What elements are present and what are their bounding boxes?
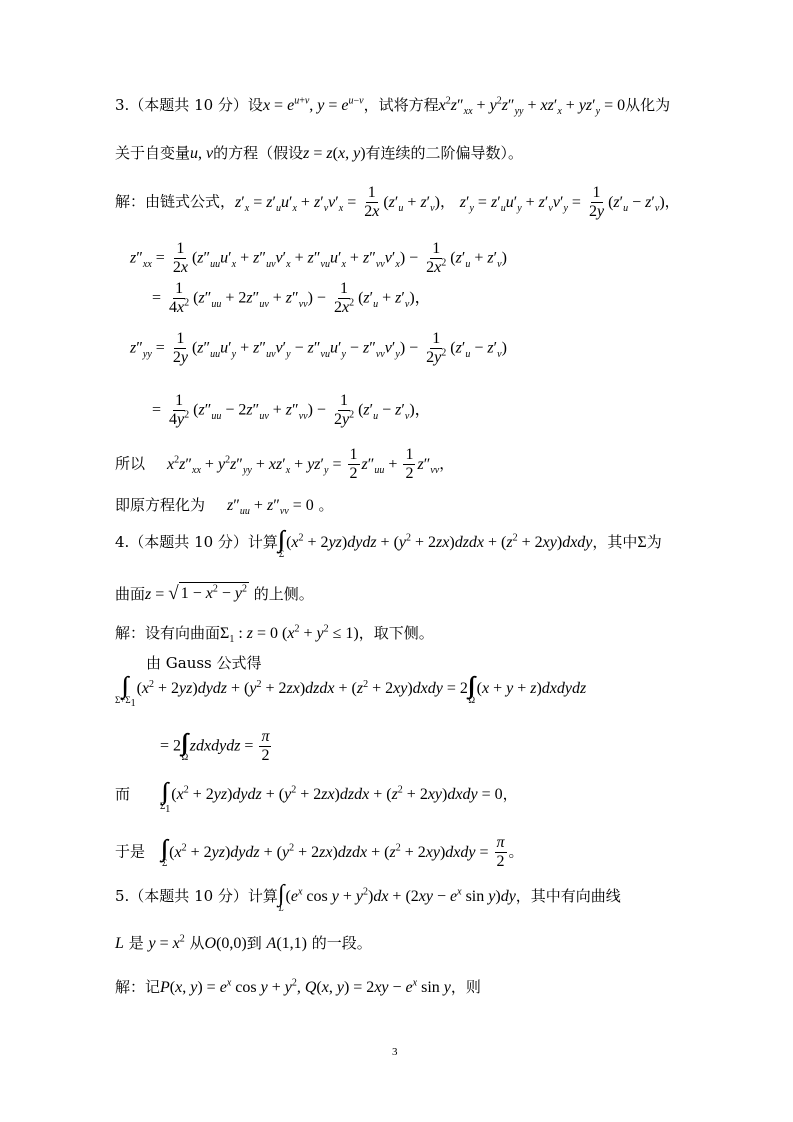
problem5-curve: L 是 $y = x^2$ 从O(0,0)到 A(1,1) 的一段。 <box>115 933 372 952</box>
problem4-result: 于是 ∫∫ Σ ($x^2$ + 2yz)dydz + ($y^2$ + 2zx)dzdx + ($z^2$ + 2xy)dxdy = $\frac{\pi}{2}$ 。 <box>115 834 524 871</box>
problem3-statement: 3.（本题共 10 分）设$x = e^{u+v}$, $y = e^{u-v}$，试将方程$x^2z''_{xx} + y^2z''_{yy} + xz'_x + yz'_y = 0$从化为 <box>115 95 671 118</box>
equation-zyy: $z''_{yy}$ = $\frac{1}{2y}$ $(z''_{uu}u'_y + z''_{uv}v'_y - z''_{vu}u'_y - z''_{vv}v'_y)$ − $\frac{1}{2y^2}$ $(z'_u - z'_v)$ <box>130 330 507 367</box>
problem4-solution-start: 解：设有向曲面$\Sigma_1$ : z = 0 $(x^2 + y^2 \le 1)$，取下侧。 <box>115 623 434 646</box>
problem4-bottom-integral: 而 ∫∫ $\Sigma_1$ ($x^2$ + 2yz)dydz + ($y^2$ + 2zx)dzdx + ($z^2$ + 2xy)dxdy = 0， <box>115 779 518 815</box>
problem4-triple-integral: = 2 ∫∫∫ Ω zdxdydz = $\frac{\pi}{2}$ <box>160 728 270 765</box>
problem4-surface: 曲面z = √ $1 - x^2 - y^2$ 的上侧。 <box>115 583 314 605</box>
page-number: 3 <box>392 1046 398 1058</box>
problem3-solution-chain-rule: 解：由链式公式，$z'_x = z'_uu'_x + z'_vv'_x$ = $\frac{1}{2x}$ $(z'_u + z'_v)$， $z'_y = z'_uu'_y + z'_vv'_y$ = $\frac{1}{2y}$ $(z'_u - z'_v)$， <box>115 184 680 221</box>
equation-zyy-simplified: = $\frac{1}{4y^2}$ $(z''_{uu} - 2z''_{uv} + z''_{vv})$ − $\frac{1}{2y^2}$ $(z'_u - z'_v)$， <box>152 392 431 429</box>
problem5-solution: 解：记P(x, $y) = e^x$ $\cos y + y^2$, Q(x, $y) = 2xy - e^x$ sin y，则 <box>115 977 481 996</box>
problem4-statement: 4.（本题共 10 分）计算 ∫∫ Σ ($x^2$ + 2yz)dydz + ($y^2$ + 2zx)dzdx + ($z^2$ + 2xy)dxdy，其中Σ为 <box>115 527 662 559</box>
equation-zxx: $z''_{xx}$ = $\frac{1}{2x}$ $(z''_{uu}u'_x + z''_{uv}v'_x + z''_{vu}u'_x + z''_{vv}v'_x)$ − $\frac{1}{2x^2}$ $(z'_u + z'_v)$ <box>130 240 507 277</box>
problem3-conclusion: 所以 $x^2z''_{xx} + y^2z''_{yy} + xz'_x + yz'_y$ = $\frac{1}{2}$ $z''_{uu}$ + $\frac{1}{2}$ $z''_{vv}$， <box>115 446 455 483</box>
problem3-statement-cont: 关于自变量u, v的方程（假设z = z(x, y)有连续的二阶偏导数）。 <box>115 144 524 162</box>
problem4-gauss-equation: ∫∫ $\Sigma+\Sigma_1$ ($x^2$ + 2yz)dydz + ($y^2$ + 2zx)dzdx + ($z^2$ + 2xy)dxdy = 2 ∫∫∫ Ω (x + y + z)dxdydz <box>115 673 587 709</box>
math-equation: $x^2z''_{xx} + y^2z''_{yy} + xz'_x + yz'_y = 0$ <box>438 95 626 118</box>
equation-zxx-simplified: = $\frac{1}{4x^2}$ $(z''_{uu} + 2z''_{uv} + z''_{vv})$ − $\frac{1}{2x^2}$ $(z'_u + z'_v)$， <box>152 280 431 317</box>
problem5-statement: 5.（本题共 10 分）计算 ∫ L ($e^x$ $\cos y + y^2)dx + (2xy - e^x$ sin y)dy，其中有向曲线 <box>115 881 621 913</box>
math-substitution: $x = e^{u+v}$, $y = e^{u-v}$ <box>262 95 364 114</box>
problem4-gauss: 由 Gauss 公式得 <box>146 654 262 672</box>
problem3-result: 即原方程化为 $z''_{uu} + z''_{vv} = 0$ 。 <box>115 496 334 518</box>
